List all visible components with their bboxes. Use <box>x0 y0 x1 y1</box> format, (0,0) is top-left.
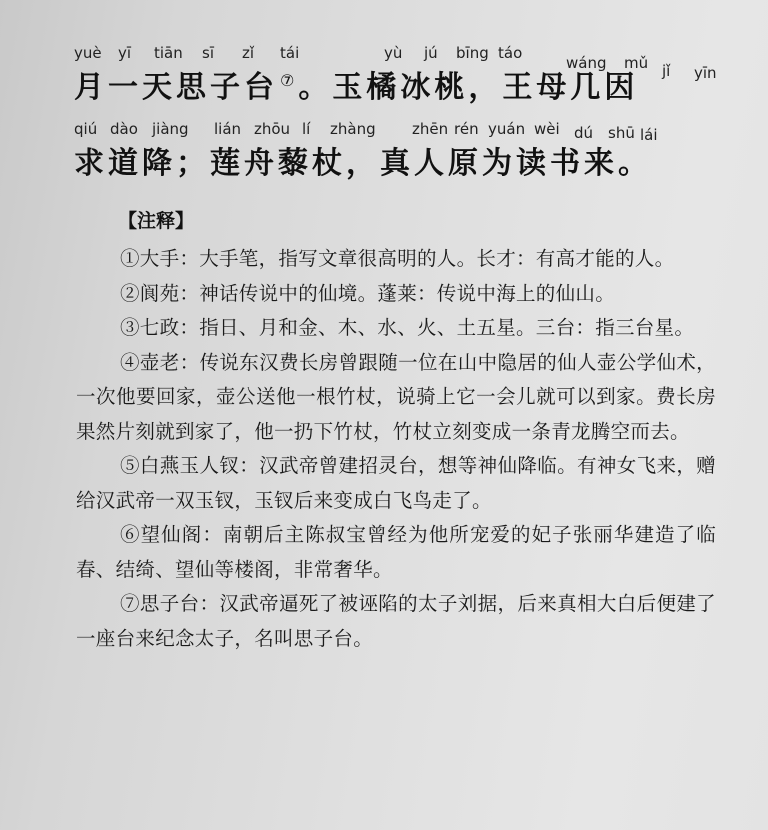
pinyin: bīng <box>456 44 489 62</box>
pinyin: wèi <box>534 120 560 138</box>
pinyin: zhàng <box>330 120 376 138</box>
pinyin: yuán <box>488 120 526 138</box>
note-item: ①大手：大手笔，指写文章很高明的人。长才：有高才能的人。 <box>120 247 675 270</box>
poem-line-1 <box>74 44 754 106</box>
pinyin: dào <box>110 120 138 138</box>
pinyin: jiàng <box>152 120 189 138</box>
pinyin: tái <box>280 44 300 62</box>
pinyin: táo <box>498 44 523 62</box>
footnote-marker: ⑦ <box>280 71 299 90</box>
poem-text-part: 。玉橘冰桃，王母几因 <box>298 70 639 105</box>
pinyin: sī <box>202 44 214 62</box>
poem-text: 求道降；莲舟藜杖，真人原为读书来。 <box>74 146 652 181</box>
pinyin: jǐ <box>662 62 671 80</box>
pinyin: yī <box>118 44 132 62</box>
pinyin: rén <box>454 120 479 138</box>
pinyin: mǔ <box>624 54 649 72</box>
pinyin: qiú <box>74 120 98 138</box>
pinyin: zǐ <box>242 44 255 62</box>
pinyin: tiān <box>154 44 183 62</box>
poem-text <box>74 62 638 106</box>
pinyin: lí <box>302 120 311 138</box>
poem-text-part: 月一天思子台 <box>74 70 278 105</box>
pinyin: zhōu <box>254 120 291 138</box>
pinyin: lián <box>214 120 242 138</box>
note-item: ⑦思子台：汉武帝逼死了被诬陷的太子刘据，后来真相大白后便建了一座台来纪念太子，名叫思子台。 <box>76 592 716 650</box>
note-item: ⑤白燕玉人钗：汉武帝曾建招灵台，想等神仙降临。有神女飞来，赠给汉武帝一双玉钗，玉钗后来变成白飞鸟走了。 <box>76 454 716 512</box>
note-item: ③七政：指日、月和金、木、水、火、土五星。三台：指三台星。 <box>120 316 695 339</box>
note-item: ④壶老：传说东汉费长房曾跟随一位在山中隐居的仙人壶公学仙术，一次他要回家，壶公送他一根竹杖，说骑上它一会儿就可以到家。费长房果然片刻就到家了，他一扔下竹杖，竹杖立刻变成一条青龙腾空而去。 <box>76 350 716 443</box>
pinyin: jú <box>424 44 438 62</box>
pinyin: yīn <box>694 64 717 82</box>
pinyin: yuè <box>74 44 102 62</box>
pinyin: wáng <box>566 54 607 72</box>
notes-list <box>76 242 716 656</box>
pinyin: dú <box>574 124 594 142</box>
pinyin: zhēn <box>412 120 449 138</box>
note-item: ②阆苑：神话传说中的仙境。蓬莱：传说中海上的仙山。 <box>120 281 616 305</box>
pinyin: lái <box>640 126 658 144</box>
pinyin: yù <box>384 44 403 62</box>
notes-heading: 【注释】 <box>118 210 195 232</box>
poem-line-2 <box>74 120 754 182</box>
note-item: ⑥望仙阁：南朝后主陈叔宝曾经为他所宠爱的妃子张丽华建造了临春、结绮、望仙等楼阁，非常奢华。 <box>76 523 716 581</box>
pinyin: shū <box>608 124 635 142</box>
